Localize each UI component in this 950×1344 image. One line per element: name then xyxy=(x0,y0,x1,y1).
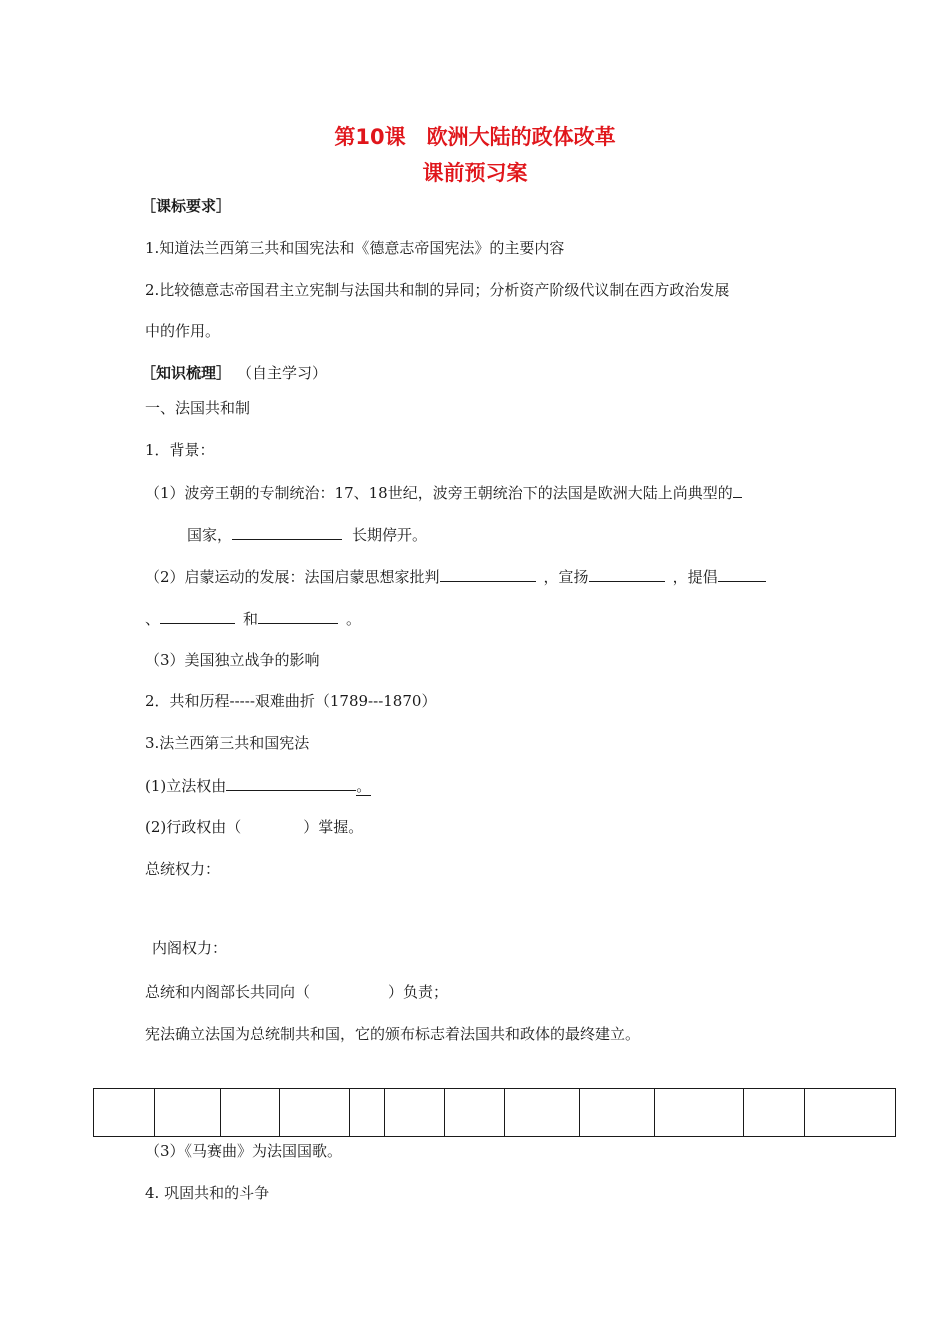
anthem-line: （3）《马赛曲》为法国国歌。 xyxy=(145,1142,343,1160)
blank-grid-table xyxy=(93,1088,896,1137)
fill-blank[interactable] xyxy=(232,524,342,540)
background-2-text-e: 和 xyxy=(243,610,259,628)
president-powers: 总统权力： xyxy=(145,860,221,878)
table-cell[interactable] xyxy=(805,1089,896,1137)
responsibility-text-b: ）负责； xyxy=(388,983,449,1001)
standards-item-1: 1.知道法兰西第三共和国宪法和《德意志帝国宪法》的主要内容 xyxy=(145,239,565,257)
table-cell[interactable] xyxy=(94,1089,155,1137)
table-cell[interactable] xyxy=(505,1089,580,1137)
constitution-summary: 宪法确立法国为总统制共和国，它的颁布标志着法国共和政体的最终建立。 xyxy=(145,1025,641,1043)
fill-blank[interactable] xyxy=(226,775,356,791)
fill-blank[interactable] xyxy=(160,608,235,624)
fill-blank[interactable] xyxy=(258,608,338,624)
standards-heading: ［课标要求］ xyxy=(141,197,232,215)
table-cell[interactable] xyxy=(744,1089,805,1137)
republic-history: 2．共和历程-----艰难曲折（1789---1870） xyxy=(145,692,437,710)
table-row xyxy=(94,1089,896,1137)
knowledge-heading-row xyxy=(141,363,327,383)
background-1-text-a: 国家， xyxy=(187,526,233,544)
standards-item-2-line-1: 2.比较德意志帝国君主立宪制与法国共和制的异同；分析资产阶级代议制在西方政治发展 xyxy=(145,281,730,299)
table-cell[interactable] xyxy=(655,1089,744,1137)
constitution-item-2-text-b: ）掌握。 xyxy=(303,818,364,836)
background-3: （3）美国独立战争的影响 xyxy=(145,651,320,669)
background-2-text-c: ，提倡 xyxy=(672,568,718,586)
table-cell[interactable] xyxy=(280,1089,350,1137)
background-title: 1．背景： xyxy=(145,441,215,459)
background-1-line-2 xyxy=(187,524,427,545)
responsibility-text-a: 总统和内阁部长共同向（ xyxy=(145,983,311,1001)
cabinet-powers: 内阁权力： xyxy=(152,939,228,957)
lesson-subtitle: 课前预习案 xyxy=(422,161,528,185)
constitution-item-2 xyxy=(145,817,363,837)
table-cell[interactable] xyxy=(155,1089,221,1137)
constitution-item-1-text: (1)立法权由 xyxy=(145,777,227,795)
table-cell[interactable] xyxy=(350,1089,385,1137)
table-cell[interactable] xyxy=(580,1089,655,1137)
background-2-line-2 xyxy=(145,608,361,629)
background-2-line-1 xyxy=(145,566,766,587)
table-cell[interactable] xyxy=(385,1089,445,1137)
background-1-line-1 xyxy=(145,482,742,503)
background-2-text-f: 。 xyxy=(346,610,362,628)
constitution-item-1 xyxy=(145,775,371,796)
consolidate-republic: 4. 巩固共和的斗争 xyxy=(145,1184,270,1202)
third-republic-constitution: 3.法兰西第三共和国宪法 xyxy=(145,734,310,752)
background-1-text: （1）波旁王朝的专制统治：17、18世纪，波旁王朝统治下的法国是欧洲大陆上尚典型的 xyxy=(145,484,733,502)
constitution-item-1-end: 。 xyxy=(356,777,372,795)
background-2-text-a: （2）启蒙运动的发展：法国启蒙思想家批判 xyxy=(145,568,440,586)
fill-blank[interactable] xyxy=(733,482,742,498)
table-cell[interactable] xyxy=(221,1089,280,1137)
standards-item-2-line-2: 中的作用。 xyxy=(145,322,221,340)
constitution-item-2-text-a: (2)行政权由（ xyxy=(145,818,242,836)
responsibility-line xyxy=(145,982,448,1002)
background-1-text-b: 长期停开。 xyxy=(352,526,428,544)
knowledge-heading: ［知识梳理］ xyxy=(141,364,232,382)
table-cell[interactable] xyxy=(445,1089,505,1137)
section-french-republic: 一、法国共和制 xyxy=(145,399,251,417)
fill-blank[interactable] xyxy=(440,566,536,582)
lesson-title: 第10课 欧洲大陆的政体改革 xyxy=(334,125,616,149)
background-2-text-b: ，宣扬 xyxy=(543,568,589,586)
fill-blank[interactable] xyxy=(718,566,766,582)
fill-blank[interactable] xyxy=(589,566,665,582)
background-2-text-d: 、 xyxy=(145,610,161,628)
knowledge-heading-note: （自主学习） xyxy=(237,364,328,382)
